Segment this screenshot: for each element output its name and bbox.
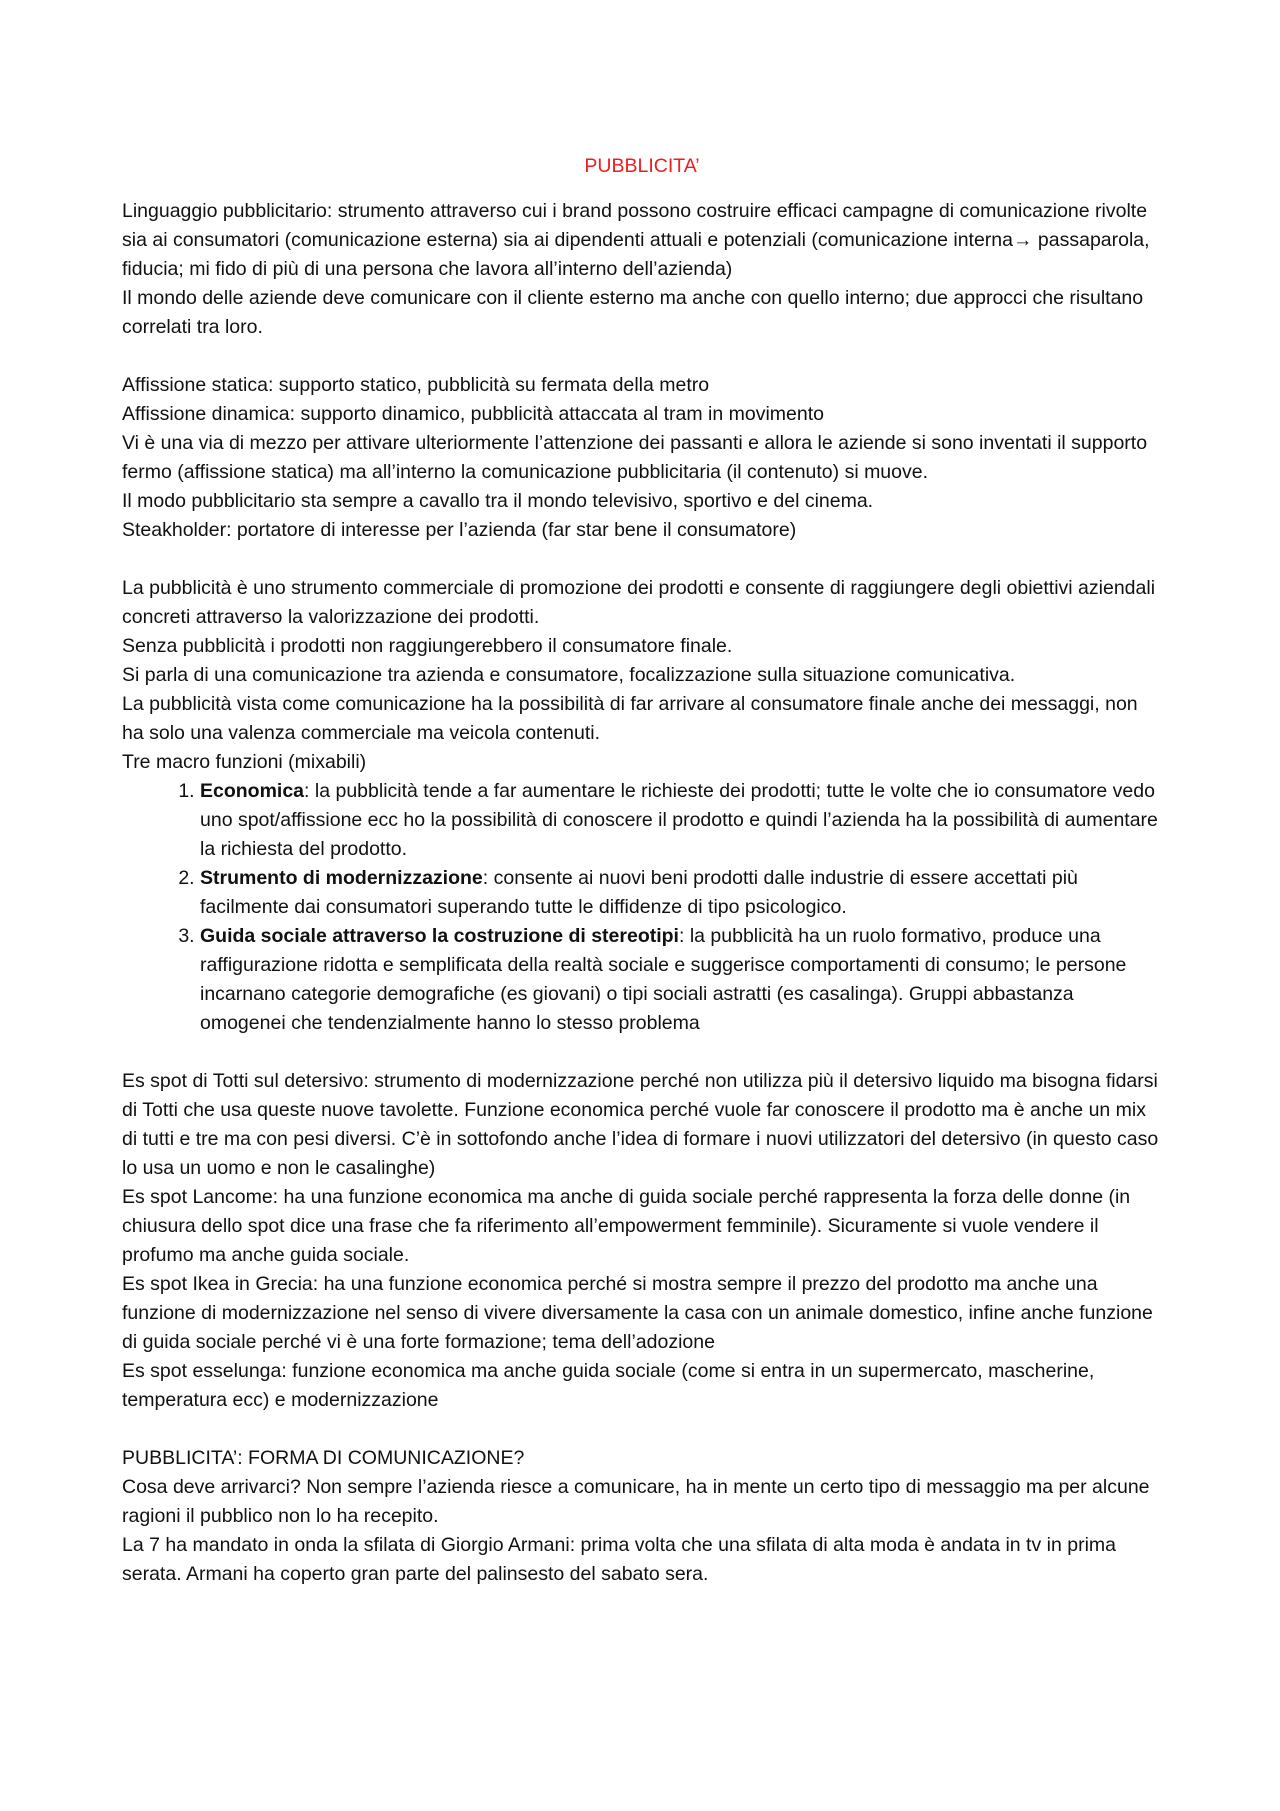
list-item bbox=[200, 864, 1162, 922]
paragraph: Vi è una via di mezzo per attivare ulteriormente l’attenzione dei passanti e allora le aziende si sono inventati il supporto fermo (affissione statica) ma all’interno la comunicazione pubblicitaria (il contenuto) si muove. bbox=[122, 432, 1148, 483]
paragraph: Il modo pubblicitario sta sempre a cavallo tra il mondo televisivo, sportivo e del cinema. bbox=[122, 490, 874, 512]
section-linguaggio bbox=[122, 197, 1162, 342]
paragraph: Si parla di una comunicazione tra azienda e consumatore, focalizzazione sulla situazione comunicativa. bbox=[122, 664, 1016, 686]
list-item-term: Economica bbox=[200, 780, 305, 802]
paragraph: Tre macro funzioni (mixabili) bbox=[122, 751, 367, 773]
paragraph: Linguaggio pubblicitario: strumento attraverso cui i brand possono costruire efficaci campagne di comunicazione rivolte sia ai consumatori (comunicazione esterna) sia ai dipendenti attuali e potenziali (comunicazione interna→ passaparola, fiducia; mi fido di più di una persona che lavora all’interno dell’azienda) bbox=[122, 200, 1150, 280]
paragraph: Es spot di Totti sul detersivo: strumento di modernizzazione perché non utilizza più il detersivo liquido ma bisogna fidarsi di Totti che usa queste nuove tavolette. Funzione economica perché vuole far conoscere il prodotto ma è anche un mix di tutti e tre ma con pesi diversi. C’è in sottofondo anche l’idea di formare i nuovi utilizzatori del detersivo (in questo caso lo usa un uomo e non le casalinghe) bbox=[122, 1070, 1159, 1179]
paragraph: Es spot Lancome: ha una funzione economica ma anche di guida sociale perché rappresenta la forza delle donne (in chiusura dello spot dice una frase che fa riferimento all’empowerment femminile). Sicuramente si vuole vendere il profumo ma anche guida sociale. bbox=[122, 1186, 1131, 1266]
paragraph: Affissione statica: supporto statico, pubblicità su fermata della metro bbox=[122, 374, 710, 396]
list-item bbox=[200, 777, 1162, 864]
paragraph: La pubblicità è uno strumento commerciale di promozione dei prodotti e consente di raggiungere degli obiettivi aziendali concreti attraverso la valorizzazione dei prodotti. bbox=[122, 577, 1156, 628]
section-affissione bbox=[122, 371, 1162, 545]
document-title: PUBBLICITA’ bbox=[584, 155, 700, 177]
paragraph: Es spot Ikea in Grecia: ha una funzione economica perché si mostra sempre il prezzo del prodotto ma anche una funzione di modernizzazione nel senso di vivere diversamente la casa con un animale domestico, infine anche funzione di guida sociale perché vi è una forte formazione; tema dell’adozione bbox=[122, 1273, 1153, 1353]
list-item-term: Strumento di modernizzazione bbox=[200, 867, 483, 889]
list-item-text: : la pubblicità tende a far aumentare le richieste dei prodotti; tutte le volte che io consumatore vedo uno spot/affissione ecc ho la possibilità di conoscere il prodotto e quindi l’azienda ha la possibilità di aumentare la richiesta del prodotto. bbox=[200, 780, 1158, 860]
paragraph: Steakholder: portatore di interesse per l’azienda (far star bene il consumatore) bbox=[122, 519, 797, 541]
paragraph: La 7 ha mandato in onda la sfilata di Giorgio Armani: prima volta che una sfilata di alta moda è andata in tv in prima serata. Armani ha coperto gran parte del palinsesto del sabato sera. bbox=[122, 1534, 1116, 1585]
list-item bbox=[200, 922, 1162, 1038]
functions-list bbox=[122, 777, 1162, 1038]
list-item-term: Guida sociale attraverso la costruzione di stereotipi bbox=[200, 925, 679, 947]
section-forma-comunicazione bbox=[122, 1444, 1162, 1589]
blank-line bbox=[122, 1415, 1162, 1444]
section-heading: PUBBLICITA’: FORMA DI COMUNICAZIONE? bbox=[122, 1447, 525, 1469]
paragraph: Senza pubblicità i prodotti non raggiungerebbero il consumatore finale. bbox=[122, 635, 733, 657]
paragraph: Cosa deve arrivarci? Non sempre l’azienda riesce a comunicare, ha in mente un certo tipo di messaggio ma per alcune ragioni il pubblico non lo ha recepito. bbox=[122, 1476, 1150, 1527]
paragraph: La pubblicità vista come comunicazione ha la possibilità di far arrivare al consumatore finale anche dei messaggi, non ha solo una valenza commerciale ma veicola contenuti. bbox=[122, 693, 1138, 744]
paragraph: Il mondo delle aziende deve comunicare con il cliente esterno ma anche con quello interno; due approcci che risultano correlati tra loro. bbox=[122, 287, 1144, 338]
blank-line bbox=[122, 1038, 1162, 1067]
list-item-text: : la pubblicità ha un ruolo formativo, produce una raffigurazione ridotta e semplificata della realtà sociale e suggerisce comportamenti di consumo; le persone incarnano categorie demografiche (es giovani) o tipi sociali astratti (es casalinga). Gruppi abbastanza omogenei che tendenzialmente hanno lo stesso problema bbox=[200, 925, 1127, 1034]
paragraph: Es spot esselunga: funzione economica ma anche guida sociale (come si entra in un supermercato, mascherine, temperatura ecc) e modernizzazione bbox=[122, 1360, 1095, 1411]
blank-line bbox=[122, 342, 1162, 371]
document-page bbox=[122, 152, 1162, 1589]
section-esempi-spot bbox=[122, 1067, 1162, 1415]
blank-line bbox=[122, 545, 1162, 574]
list-item-text: : consente ai nuovi beni prodotti dalle industrie di essere accettati più facilmente dai consumatori superando tutte le diffidenze di tipo psicologico. bbox=[200, 867, 1078, 918]
paragraph: Affissione dinamica: supporto dinamico, pubblicità attaccata al tram in movimento bbox=[122, 403, 824, 425]
section-pubblicita bbox=[122, 574, 1162, 777]
